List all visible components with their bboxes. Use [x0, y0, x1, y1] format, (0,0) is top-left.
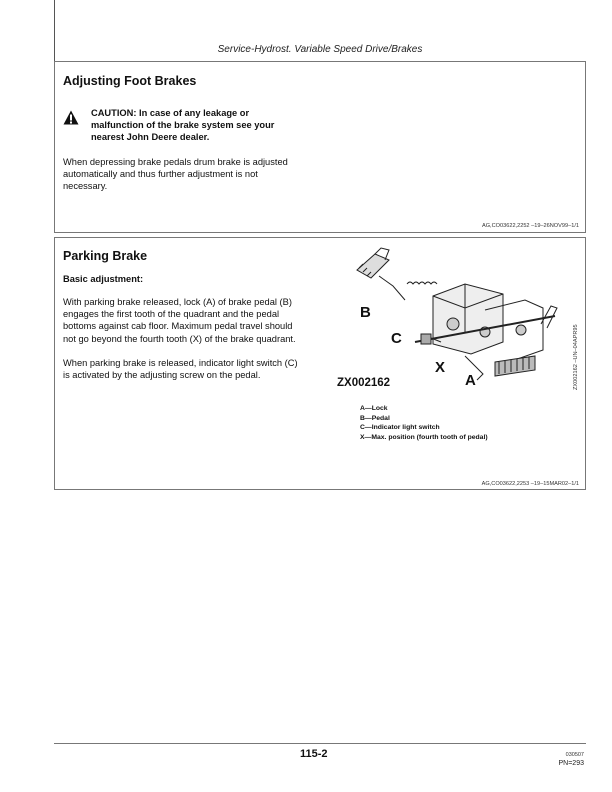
page-number: 115-2: [300, 748, 328, 760]
section-parking-brake: [54, 237, 586, 490]
section-adjusting-foot-brakes: [54, 61, 586, 233]
figure-legend: [360, 404, 488, 442]
legend-item: A—Lock: [360, 405, 388, 412]
label-c: C: [391, 330, 402, 347]
footer-code: 030507: [565, 752, 584, 758]
legend-item: B—Pedal: [360, 414, 390, 422]
paragraph-2: When parking brake is released, indicator light switch (C) is activated by the adjusting screw on the pedal.: [63, 358, 298, 381]
margin-rule: [54, 0, 55, 67]
section-title: Parking Brake: [63, 249, 148, 263]
running-header: Service-Hydrost. Variable Speed Drive/Brakes: [217, 44, 423, 55]
reference-code: AG,CO03622,2252 –19–26NOV99–1/1: [481, 223, 579, 229]
caution-text: CAUTION: In case of any leakage or malfunction of the brake system see your nearest John Deere dealer.: [91, 108, 275, 143]
section-title: Adjusting Foot Brakes: [63, 74, 197, 88]
legend-item: X—Max. position (fourth tooth of pedal): [360, 433, 488, 441]
section-body: When depressing brake pedals drum brake is adjusted automatically and thus further adjustment is not necessary.: [63, 157, 288, 192]
footer-rule: [54, 743, 586, 744]
footer-pn: PN=293: [558, 760, 584, 767]
label-a: A: [465, 372, 476, 389]
warning-icon: [63, 110, 79, 125]
label-x: X: [435, 359, 446, 376]
legend-item: C—Indicator light switch: [360, 424, 440, 432]
section-subtitle: Basic adjustment:: [63, 274, 144, 284]
paragraph-1: With parking brake released, lock (A) of brake pedal (B) engages the first tooth of the quadrant and the pedal bottoms against cab floor. Maximum pedal travel should not go beyond the fourth tooth (X) of the brake quadrant.: [63, 297, 296, 344]
figure-side-code: ZX002162 –UN–04APR95: [573, 324, 579, 390]
label-b: B: [360, 304, 371, 321]
reference-code: AG,CO03622,2253 –19–15MAR02–1/1: [481, 481, 579, 487]
figure-id: ZX002162: [337, 377, 391, 389]
brake-mechanism-illustration: [345, 246, 565, 391]
